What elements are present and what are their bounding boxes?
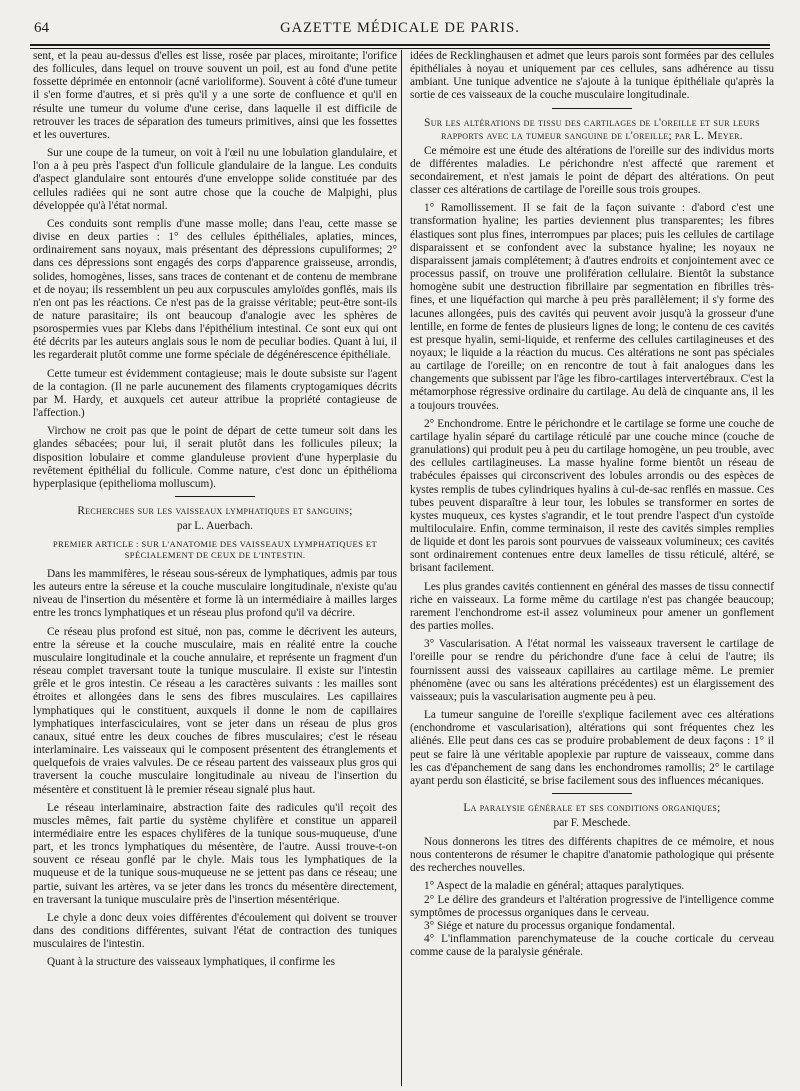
paragraph: idées de Recklinghausen et admet que leurs parois sont formées par des cellules épithéliales à noyau et uniquement par ces cellules, sans adhérence au tissu ambiant. Une tunique adventice ne s'ajoute à la tunique épithéliale qu'après la sortie de ces vaisseaux de la couche musculaire longitudinale.: [410, 50, 774, 102]
section-author: par F. Meschede.: [553, 816, 631, 829]
paragraph: 2° Enchondrome. Entre le périchondre et le cartilage se forme une couche de cartilage hyalin séparé du cartilage réticulé par une couche mince (couche de granulations) qui produit peu à peu du cartilage homogène, un peu trouble, avec des cellules cartilagineuses. La masse hyaline forme bientôt un réseau de trabécules épaisses qui circonscrivent des lobules arrondis ou des espèces de kystes remplis de tubes cylindriques hyalins à cul-de-sac renflés en massue. Ces tubes peuvent disparaître à leur tour, les lobules se transformer en sortes de kystes muqueux, ces kystes s'agrandir, et le tout prendre l'aspect d'un cystoïde multiloculaire. Enfin, comme terminaison, il reste des cavités simples remplies de liquide et dont les parois sont pourvues de vaisseaux volumineux; ces cavités sont ordinairement contenues entre deux lamelles de tissu réticulé, altéré, se brisant facilement.: [410, 417, 774, 575]
left-column: [33, 50, 397, 975]
list-item: 2° Le délire des grandeurs et l'altération progressive de l'intelligence comme symptômes de processus organiques dans le cerveau.: [410, 893, 774, 919]
section-author: par L. Auerbach.: [177, 520, 253, 532]
section-divider: [175, 496, 255, 497]
section-subtitle: PREMIER ARTICLE : SUR L'ANATOMIE DES VAISSEAUX LYMPHATIQUES ET SPÉCIALEMENT DE CEUX DE L'INTESTIN.: [52, 539, 378, 560]
paragraph: Dans les mammifères, le réseau sous-séreux de lymphatiques, admis par tous les auteurs entre la séreuse et la couche musculaire longitudinale, n'existe qu'au niveau de l'insertion du mésentère et forme là un intermédiaire à mailles larges entre les troncs lymphatiques et un réseau plus profond qu'il va décrire.: [33, 568, 397, 620]
paragraph: Les plus grandes cavités contiennent en général des masses de tissu connectif riche en vaisseaux. La forme même du cartilage n'est pas changée beaucoup; rarement l'enchondrome est-il assez volumineux pour amener un gonflement des parties molles.: [410, 580, 774, 633]
paragraph: Ce mémoire est une étude des altérations de l'oreille sur des individus morts de différentes maladies. Le périchondre n'est affecté que rarement et secondairement, et n'est jamais le point de départ des altérations. On peut classer ces altérations de cartilage de l'oreille sous trois groupes.: [410, 144, 774, 197]
right-column: [410, 50, 774, 959]
paragraph: Le réseau interlaminaire, abstraction faite des radicules qu'il reçoit des muscles mêmes, fait partie du système chylifère et constitue un appareil intermédiaire entre les espaces chylifères de la tunique sous-muqueuse, d'une part, et les troncs lymphatiques du mésentère, de l'autre. Aussi trouve-t-on souvent ce réseau gonflé par le chyle. Mais tous les lymphatiques de la muqueuse et de la tunique sous-muqueuse ne se jettent pas dans ce réseau; une partie, suivant les artères, va se jeter dans les troncs du mésentère directement, en traversant la tunique musculaire près de l'insertion mésentérique.: [33, 801, 397, 906]
header-rule-thin: [30, 48, 770, 49]
list-item: 1° Aspect de la maladie en général; attaques paralytiques.: [424, 880, 685, 893]
paragraph: Nous donnerons les titres des différents chapitres de ce mémoire, et nous nous contenterons de résumer le chapitre d'anatomie pathologique qui présente des recherches nouvelles.: [410, 835, 774, 875]
section-title: Sur les altérations de tissu des cartilages de l'oreille et sur leurs rapports avec la tumeur sanguine de l'oreille; par L. Meyer.: [424, 116, 760, 142]
section-divider: [552, 108, 632, 109]
paragraph: 1° Ramollissement. Il se fait de la façon suivante : d'abord c'est une transformation hyaline; les parties deviennent plus transparentes; les fibres élastiques sont plus fines, interrompues par places; puis les cellules de cartilage disparaissent et se confondent avec la substance hyaline; les noyaux ne disparaissent jamais complétement; à d'autres endroits et conjointement avec ce processus passif, on trouve une prolifération cellulaire. Bientôt la substance homogène subit une destruction fibrillaire par segmentation en fibrilles très-fines, et une liquéfaction qui marche à peu près parallèlement; il s'y forme des lacunes allongées, puis des cavités qui peuvent avoir jusqu'à la grosseur d'une lentille, en forme de fentes de plusieurs lignes de long; le contenu de ces cavités est presque hyalin, semi-liquide, et renferme des cellules cartilagineuses et des noyaux; le liquide a la réaction du mucus. Ces altérations ne sont pas spéciales au cartilage de l'oreille; on en rencontre de tout à fait analogues dans les changements que subissent par l'âge les fibro-cartilages intervertébraux. C'est la métamorphose régressive ordinaire du cartilage. Au delà de cinquante ans, il les a toujours trouvées.: [410, 202, 774, 412]
page-header: [30, 18, 770, 42]
paragraph: Virchow ne croit pas que le point de départ de cette tumeur soit dans les glandes sébacées; pour lui, il serait plutôt dans les follicules pileux; la disposition lobulaire et comme glanduleuse provient d'une hyperplasie du revêtement épithélial du follicule. Comme nature, c'est donc un épithélioma hyperplasique (epithelioma molluscum).: [33, 425, 397, 490]
paragraph: La tumeur sanguine de l'oreille s'explique facilement avec ces altérations (enchondrome et vascularisation), altérations qui sont fréquentes chez les aliénés. Elle peut dans ces cas se produire probablement de deux façons : 1° il peut se faire là une véritable apoplexie par rupture de vaisseaux, comme dans les cas d'épanchement de sang dans les enchondromes ramollis; 2° le cartilage ayant perdu son élasticité, se brise facilement sous des influences mécaniques.: [410, 709, 774, 787]
chapter-list: [410, 880, 774, 959]
section-divider: [552, 793, 632, 794]
paragraph: Quant à la structure des vaisseaux lymphatiques, il confirme les: [47, 956, 335, 969]
column-divider: [401, 50, 402, 1086]
paragraph: 3° Vascularisation. A l'état normal les vaisseaux traversent le cartilage de l'oreille pour se rendre du périchondre d'une face à celui de l'autre; ils fournissent aussi des vaisseaux capillaires au cartilage même. Le premier phénomène (avec ou sans les altérations précédentes) est un élargissement des vaisseaux; puis la vascularisation augmente peu à peu.: [410, 638, 774, 703]
section-title: La paralysie générale et ses conditions organiques;: [463, 801, 721, 814]
paragraph: Ce réseau plus profond est situé, non pas, comme le décrivent les auteurs, entre la séreuse et la couche musculaire, mais en réalité entre la couche musculaire longitudinale et la couche annulaire, et représente un fragment d'un réseau complet traversant toute la tunique musculaire. Il existe sur l'intestin grêle et le gros intestin. Ce réseau a les caractères suivants : les mailles sont étroites et allongées dans le sens des fibres musculaires. Les capillaires lymphatiques qui le constituent, auxquels il donne le nom de capillaires lymphatiques interfasciculaires, vont se jeter dans un réseau de plus gros canaux, situé entre les deux couches de fibres musculaires; c'est le réseau interlaminaire. Les vaisseaux qui le composent présentent des étranglements et quelquefois de vraies valvules. De ce réseau partent des vaisseaux plus gros qui traversent la couche musculaire longitudinale au niveau de l'insertion du mésentère et constituent là le premier réseau signalé plus haut.: [33, 625, 397, 796]
paragraph: Ces conduits sont remplis d'une masse molle; dans l'eau, cette masse se divise en deux parties : 1° des cellules épithéliales, aplaties, minces, ordinairement sans noyaux, mais présentant des dépressions cupuliformes; 2° dans ces dépressions sont engagés des corps d'apparence graisseuse, arrondis, solides, homogènes, lisses, sans traces de contenant et de contenu de membrane et de noyau; ils ressemblent un peu aux corpuscules amyloïdes gonflés, mais ils n'en ont pas les réactions. Ce n'est pas de la graisse véritable; peut-être sont-ils de nature parasitaire; ils ont beaucoup d'analogie avec les sphères de psorospermies vues par Klebs dans l'épithélium intestinal. Ce sont eux qui ont été décrits par les auteurs anglais sous le nom de peculiar bodies. Quant à lui, il les regarderait plutôt comme une forme spéciale de dégénérescence épithéliale.: [33, 217, 397, 362]
list-item: 3° Siége et nature du processus organique fondamental.: [424, 919, 675, 932]
paragraph: Sur une coupe de la tumeur, on voit à l'œil nu une lobulation glandulaire, et l'on a à peu près l'aspect d'un follicule glandulaire de la langue. Les conduits d'aspect glandulaire sont entourés d'une enveloppe solide constituée par des cellules radiées qui ne sont autre chose que la couche de Malpighi, plus développée qu'à l'état normal.: [33, 147, 397, 212]
list-item: 4° L'inflammation parenchymateuse de la couche corticale du cerveau comme cause de la paralysie générale.: [410, 933, 774, 959]
paragraph: Le chyle a donc deux voies différentes d'écoulement qui doivent se trouver dans des conditions différentes, suivant l'état de contraction des tuniques musculaires de l'intestin.: [33, 911, 397, 951]
header-rule: [30, 44, 770, 46]
paragraph: Cette tumeur est évidemment contagieuse; mais le doute subsiste sur l'agent de la contagion. (Il ne parle aucunement des filaments cryptogamiques décrits par M. Hardy, et auxquels cet auteur attribue la propriété contagieuse de l'affection.): [33, 367, 397, 420]
paragraph: sent, et la peau au-dessus d'elles est lisse, rosée par places, miroitante; l'orifice des follicules, dans lequel on trouve souvent un poil, est au fond d'une petite fossette déprimée en entonnoir (acné varioliforme). Souvent à côté d'une tumeur il s'en forme d'autres, et si près qu'il y a une sorte de confluence et qu'il en résulte une tumeur du volume d'une cerise, dans laquelle il est difficile de retrouver les traces de séparation des tumeurs primitives, ainsi que les fossettes et les ouvertures.: [33, 50, 397, 141]
section-title: Recherches sur les vaisseaux lymphatiques et sanguins;: [77, 505, 353, 517]
page-number: 64: [34, 20, 49, 36]
journal-title: GAZETTE MÉDICALE DE PARIS.: [280, 20, 520, 36]
